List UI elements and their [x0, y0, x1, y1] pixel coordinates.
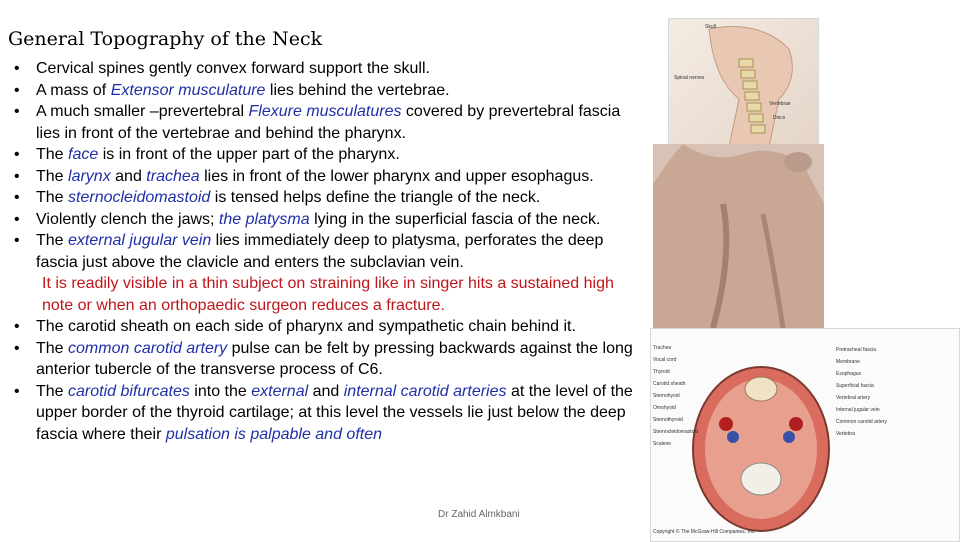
bullet-text: Violently clench the jaws; [36, 210, 219, 228]
figure-label: Sternohyoid [653, 393, 680, 399]
bullet-marker: • [14, 210, 20, 228]
highlighted-term: external [251, 382, 309, 400]
bullet-item [14, 80, 639, 102]
cervical-spine-drawing [669, 19, 818, 147]
figure-label: Spinal nerves [674, 75, 705, 81]
figure-label: Sternocleidomastoid [653, 429, 699, 435]
bullet-text: lying in the superficial fascia of the neck. [309, 210, 601, 228]
cross-section-drawing [651, 329, 959, 541]
bullet-marker: • [14, 232, 20, 249]
bullet-item [14, 381, 639, 446]
neck-cross-section-figure [650, 328, 960, 542]
highlighted-term: external jugular vein [68, 232, 212, 249]
highlighted-term: pulsation is palpable and often [165, 425, 383, 443]
figure-label: Discs [773, 115, 786, 121]
bullet-marker: • [14, 189, 20, 206]
bullet-text: lies immediately deep to platysma, perforates the deep fascia just above the clavicle and enters the subclavian vein. [36, 232, 604, 271]
bullet-text: A mass of [36, 81, 111, 99]
bullet-text: Cervical spines gently convex forward support the skull. [36, 60, 430, 77]
bullet-item [14, 209, 639, 231]
figure-label: Common carotid artery [836, 419, 887, 425]
figure-label: Vertebrae [769, 101, 791, 107]
bullet-item [14, 187, 639, 209]
figure-label: Vocal cord [653, 357, 677, 363]
bullet-text: pulse can be felt by pressing backwards against the long anterior tubercle of the transverse process of C6. [36, 339, 633, 378]
highlighted-term: internal carotid arteries [343, 382, 507, 400]
figure-label: Trachea [653, 345, 672, 351]
bullet-item [14, 230, 639, 316]
highlighted-term: common carotid artery [68, 339, 228, 357]
bullet-text: The [36, 232, 69, 249]
figure-label: Esophagus [836, 371, 862, 377]
highlighted-term: Flexure musculatures [248, 103, 402, 120]
bullet-item [14, 101, 639, 144]
figure-caption: Copyright © The McGraw-Hill Companies, Inc. [653, 529, 756, 535]
bullet-text: The [36, 167, 69, 185]
bullet-marker: • [14, 103, 20, 120]
highlighted-term: the platysma [218, 210, 310, 228]
figure-label: Thyroid [653, 369, 670, 375]
bullet-text: into the [189, 382, 252, 400]
author-watermark: Dr Zahid Almkbani [438, 509, 520, 520]
bullet-text: lies in front of the lower pharynx and upper esophagus. [199, 167, 594, 185]
bullet-item [14, 338, 639, 381]
figure-label: Sternothyroid [653, 417, 683, 423]
figure-label: Pretracheal fascia [836, 347, 877, 353]
highlighted-term: larynx [68, 167, 111, 185]
bullet-text: The [36, 146, 69, 163]
figure-label: Vertebra [836, 431, 855, 437]
bullet-marker: • [14, 146, 20, 163]
figure-label: Internal jugular vein [836, 407, 880, 413]
highlighted-term: Extensor musculature [110, 81, 266, 99]
bullet-item [14, 316, 639, 338]
highlighted-term: trachea [146, 167, 200, 185]
bullet-text: at the level of the upper border of the thyroid cartilage; at this level the vessels lie just below the deep fascia where their [36, 382, 633, 443]
bullet-note: It is readily visible in a thin subject on straining like in singer hits a sustained high note or when an orthopaedic surgeon reduces a fracture. [42, 275, 614, 314]
bullet-item [14, 166, 639, 188]
bullet-text: A much smaller –prevertebral [36, 103, 249, 120]
figure-label: Superficial fascia [836, 383, 874, 389]
highlighted-term: face [68, 146, 99, 163]
bullet-marker: • [14, 81, 20, 99]
bullet-text: covered by prevertebral fascia lies in front of the vertebrae and behind the pharynx. [36, 103, 621, 142]
slide-title: General Topography of the Neck [8, 28, 323, 50]
figure-label: Omohyoid [653, 405, 676, 411]
bullet-text: The carotid sheath on each side of pharynx and sympathetic chain behind it. [36, 318, 576, 335]
bullet-text: lies behind the vertebrae. [265, 81, 450, 99]
bullet-marker: • [14, 318, 20, 335]
bullet-marker: • [14, 339, 20, 357]
bullet-text: The [36, 339, 69, 357]
bullet-item [14, 58, 639, 80]
bullet-marker: • [14, 167, 20, 185]
bullet-text: is tensed helps define the triangle of the neck. [210, 189, 541, 206]
figure-label: Vertebral artery [836, 395, 871, 401]
figure-label: Carotid sheath [653, 381, 686, 387]
bullet-text: and [308, 382, 344, 400]
figure-label: Skull [705, 24, 716, 30]
bullet-text: The [36, 382, 69, 400]
figure-label: Membrane [836, 359, 860, 365]
bullet-text: is in front of the upper part of the pharynx. [98, 146, 400, 163]
bullet-marker: • [14, 382, 20, 400]
bullet-list [14, 58, 639, 445]
neck-photo [653, 144, 824, 328]
neck-photo-drawing [653, 144, 824, 328]
bullet-text: and [110, 167, 147, 185]
cervical-spine-figure [668, 18, 819, 148]
bullet-item [14, 144, 639, 166]
highlighted-term: carotid bifurcates [68, 382, 190, 400]
highlighted-term: sternocleidomastoid [68, 189, 211, 206]
bullet-marker: • [14, 60, 20, 77]
figure-label: Scalene [653, 441, 672, 447]
bullet-text: The [36, 189, 69, 206]
